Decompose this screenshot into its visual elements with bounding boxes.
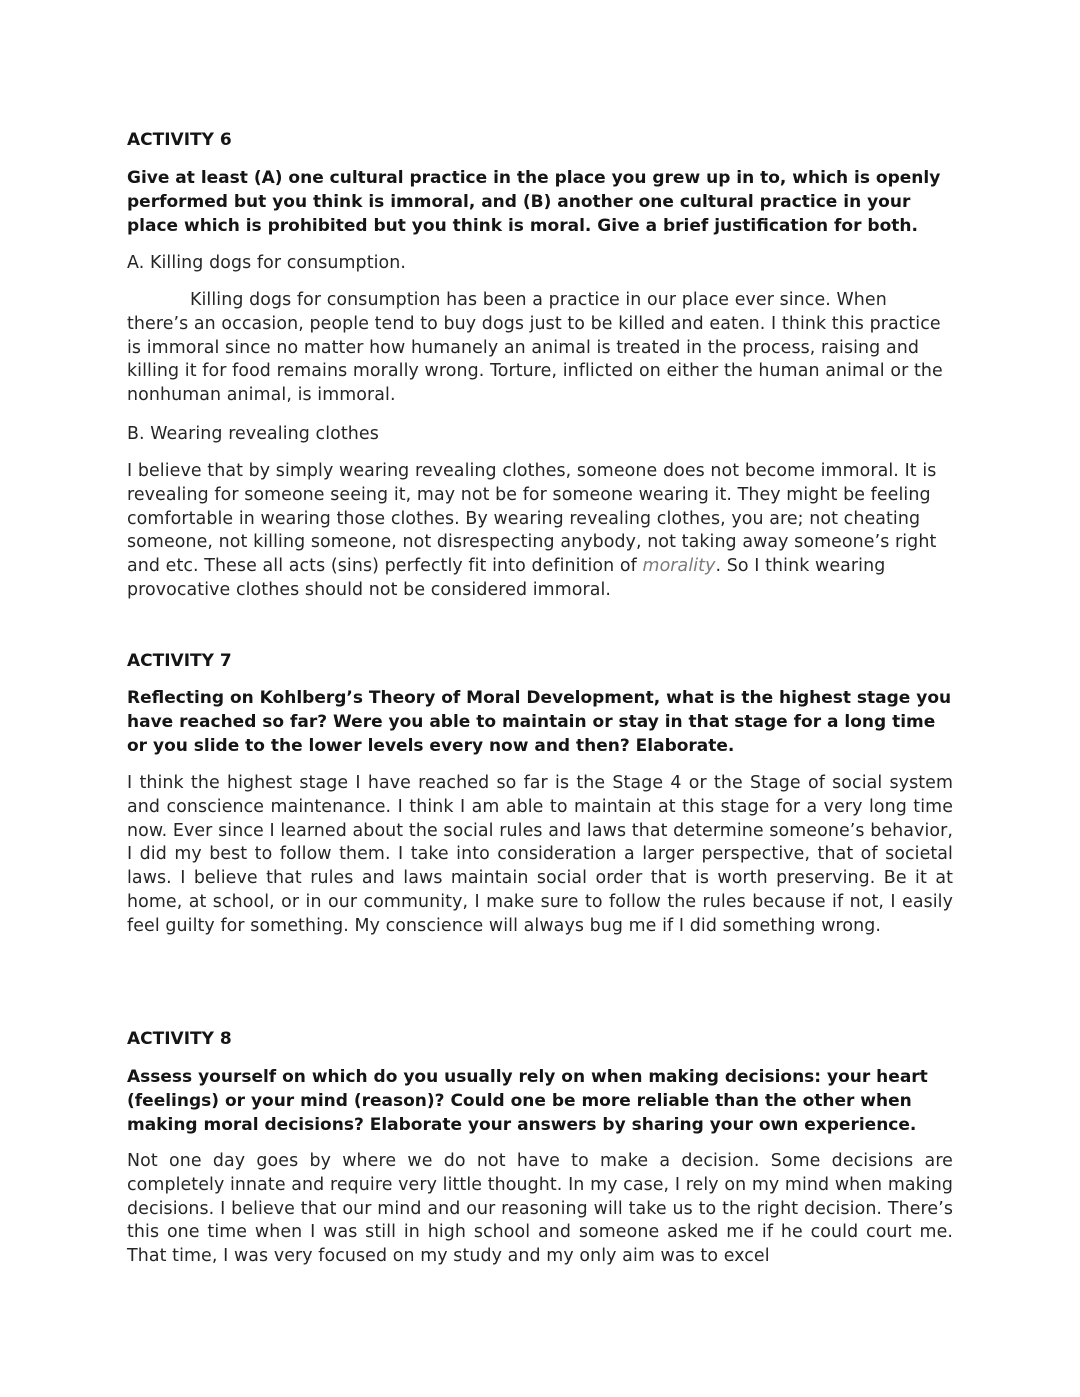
activity-6-a-label: A. Killing dogs for consumption. — [127, 253, 407, 273]
activity-6-b-label: B. Wearing revealing clothes — [127, 424, 379, 444]
activity-8-prompt: Assess yourself on which do you usually rely on when making decisions: your heart (feelings) or your mind (reason)? Could one be more reliable than the other when making moral decisions? Elaborate your answers by sharing your own experience. — [127, 1067, 928, 1135]
activity-6-title: ACTIVITY 6 — [127, 130, 232, 150]
activity-6-b-answer-end: . So I think wearing provocative clothes should not be considered immoral. — [127, 556, 886, 600]
activity-6-prompt: Give at least (A) one cultural practice in the place you grew up in to, which is openly performed but you think is immoral, and (B) another one cultural practice in your place which is prohibited but you think is moral. Give a brief justification for both. — [127, 168, 941, 236]
activity-8-title: ACTIVITY 8 — [127, 1029, 232, 1049]
activity-7-answer: I think the highest stage I have reached so far is the Stage 4 or the Stage of social system and conscience maintenance. I think I am able to maintain at this stage for a very long time now. Ever since I learned about the social rules and laws that determine someone’s behavior, I did my best to follow them. I take into consideration a larger perspective, that of societal laws. I believe that rules and laws maintain social order that is worth preserving. Be it at home, at school, or in our community, I make sure to follow the rules because if not, I easily feel guilty for something. My conscience will always bug me if I did something wrong. — [127, 773, 953, 936]
activity-6-b-answer-emphasis: morality — [642, 556, 716, 577]
activity-6-b-answer — [127, 460, 953, 603]
activity-7-prompt: Reflecting on Kohlberg’s Theory of Moral Development, what is the highest stage you have reached so far? Were you able to maintain or stay in that stage for a long time or you slide to the lower levels every now and then? Elaborate. — [127, 688, 952, 756]
activity-8-answer: Not one day goes by where we do not have to make a decision. Some decisions are completely innate and require very little thought. In my case, I rely on my mind when making decisions. I believe that our mind and our reasoning will take us to the right decision. There’s this one time when I was still in high school and someone asked me if he could court me. That time, I was very focused on my study and my only aim was to excel — [127, 1151, 953, 1267]
activity-7-title: ACTIVITY 7 — [127, 651, 232, 671]
activity-6-a-answer: Killing dogs for consumption has been a practice in our place ever since. When there’s an occasion, people tend to buy dogs just to be killed and eaten. I think this practice is immoral since no matter how humanely an animal is treated in the process, raising and killing it for food remains morally wrong. Torture, inflicted on either the human animal or the nonhuman animal, is immoral. — [127, 290, 943, 406]
activity-6-b-answer-text: I believe that by simply wearing revealing clothes, someone does not become immoral. It is revealing for someone seeing it, may not be for someone wearing it. They might be feeling comfortable in wearing those clothes. By wearing revealing clothes, you are; not cheating someone, not killing someone, not disrespecting anybody, not taking away someone’s right and etc. These all acts (sins) perfectly fit into definition of — [127, 461, 937, 577]
